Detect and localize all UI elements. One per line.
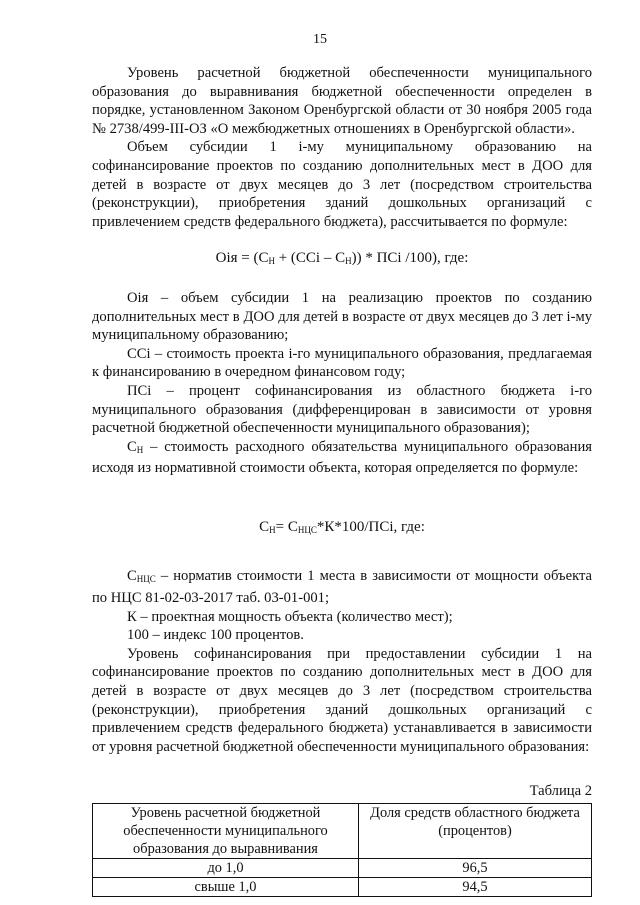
table-row	[93, 859, 592, 878]
paragraph: ПСi – процент софинансирования из областного бюджета i-го муниципального образования (дифференцирован в зависимости от уровня расчетной бюджетной обеспеченности муниципального образования);	[92, 382, 592, 437]
paragraph: Уровень софинансирования при предоставлении субсидии 1 на софинансирование проектов по созданию дополнительных мест в ДОО для детей в возрасте от двух месяцев до 3 лет (посредством строительства (реконструкции), приобретения зданий дошкольных организаций с привлечением средств федерального бюджета) устанавливается в зависимости от уровня расчетной бюджетной обеспеченности муниципального образования:	[92, 645, 592, 755]
table-header-row	[93, 804, 592, 859]
definition-sncs: $С_{НЦС}$ – норматив стоимости 1 места в зависимости от мощности объекта по НЦС 81-02-03-2017 таб. 03-01-001;	[92, 568, 592, 607]
paragraph: К – проектная мощность объекта (количество мест);	[127, 608, 453, 625]
table-cell: 94,5	[359, 878, 592, 897]
table-caption: Таблица 2	[529, 783, 592, 800]
definition-sn: $С_Н$ – стоимость расходного обязательства муниципального образования исходя из нормативной стоимости объекта, которая определяется по формуле:	[92, 438, 592, 477]
table-cell: свыше 1,0	[93, 878, 359, 897]
table-cell: 96,5	[359, 859, 592, 878]
table-header-cell: Доля средств областного бюджета (процентов)	[359, 804, 592, 859]
page-number: 15	[313, 32, 327, 47]
body-text	[92, 64, 592, 897]
formula-oiya: Оiя = $(С_Н + (ССi - С_Н))$ * ПСi /100), где:	[215, 250, 469, 267]
paragraph: ССi – стоимость проекта i-го муниципального образования, предлагаемая к финансированию в очередном финансовом году;	[92, 345, 592, 381]
paragraph: Оiя – объем субсидии 1 на реализацию проектов по созданию дополнительных мест в ДОО для детей в возрасте от двух месяцев до 3 лет i-му муниципальному образованию;	[92, 289, 592, 344]
formula-sn: $С_Н= С_{НЦС}*К*100/ПСi$, где:	[259, 518, 425, 535]
table-row	[93, 878, 592, 897]
table-cell: до 1,0	[93, 859, 359, 878]
paragraph: Уровень расчетной бюджетной обеспеченности муниципального образования до выравнивания бюджетной обеспеченности определен в порядке, установленном Законом Оренбургской области от 30 ноября 2005 года № 2738/499-III-ОЗ «О межбюджетных отношениях в Оренбургской области».	[92, 65, 592, 137]
table-header-cell: Уровень расчетной бюджетной обеспеченности муниципального образования до выравнивания	[93, 804, 359, 859]
paragraph: Объем субсидии 1 i-му муниципальному образованию на софинансирование проектов по созданию дополнительных мест в ДОО для детей в возрасте от двух месяцев до 3 лет (посредством строительства (реконструкции), приобретения зданий дошкольных организаций с привлечением средств федерального бюджета), рассчитывается по формуле:	[92, 139, 592, 230]
paragraph: 100 – индекс 100 процентов.	[127, 627, 304, 644]
cofinancing-table	[92, 803, 592, 897]
